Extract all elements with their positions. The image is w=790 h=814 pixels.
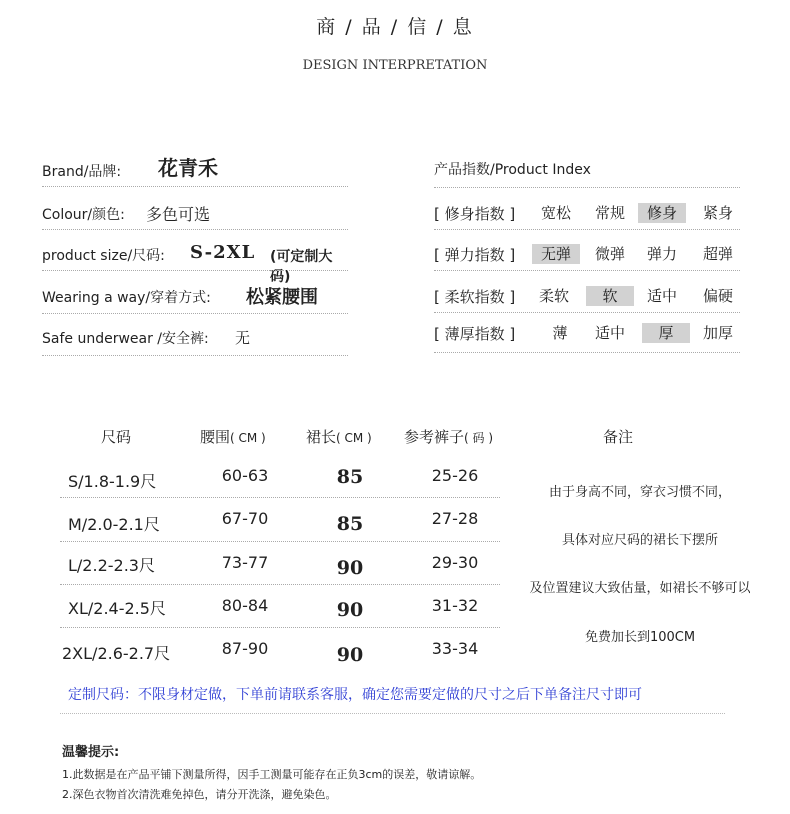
length-header-label: 裙长 xyxy=(306,428,337,446)
tip-item: 2.深色衣物首次清洗难免掉色，请分开洗涤，避免染色。 xyxy=(62,788,337,801)
divider xyxy=(42,355,348,356)
row-length: 85 xyxy=(336,513,364,535)
info-wearing-value: 松紧腰围 xyxy=(246,287,318,308)
info-size-label: product size/尺码: xyxy=(42,248,165,264)
pants-header-label: 参考裤子 xyxy=(404,428,465,446)
index-option-selected: 软 xyxy=(586,286,634,306)
info-underwear-label: Safe underwear /安全裤: xyxy=(42,331,209,347)
divider xyxy=(434,270,740,271)
waist-header-label: 腰围 xyxy=(200,428,231,446)
row-length: 90 xyxy=(336,599,364,621)
divider xyxy=(60,541,500,542)
page-title: 商 / 品 / 信 / 息 xyxy=(316,16,474,38)
index-option: 宽松 xyxy=(540,204,571,222)
row-waist: 67-70 xyxy=(221,509,269,528)
pants-header-unit: ( 码 ) xyxy=(464,431,494,445)
row-waist: 60-63 xyxy=(221,466,269,485)
tips-title: 温馨提示: xyxy=(62,745,120,760)
info-size xyxy=(42,242,348,285)
divider xyxy=(42,229,348,230)
index-option: 紧身 xyxy=(702,204,733,222)
divider xyxy=(60,713,725,714)
index-option-selected: 无弹 xyxy=(532,244,580,264)
row-size: S/1.8-1.9尺 xyxy=(68,472,157,491)
row-pants: 31-32 xyxy=(431,596,479,615)
index-row-label: [ 修身指数 ] xyxy=(434,205,516,223)
length-header-unit: ( CM ) xyxy=(336,431,372,445)
index-option: 加厚 xyxy=(702,324,733,342)
index-option: 超弹 xyxy=(702,245,733,263)
row-length: 90 xyxy=(336,557,364,579)
row-waist: 87-90 xyxy=(221,639,269,658)
info-colour-label: Colour/颜色: xyxy=(42,207,125,223)
info-brand-value: 花青禾 xyxy=(158,156,218,180)
index-option: 弹力 xyxy=(646,245,677,263)
row-size: XL/2.4-2.5尺 xyxy=(68,599,166,618)
divider xyxy=(60,584,500,585)
info-brand-label: Brand/品牌: xyxy=(42,164,122,180)
info-size-value: S-2XL xyxy=(190,242,256,263)
row-waist: 73-77 xyxy=(221,553,269,572)
divider xyxy=(434,352,740,353)
info-size-extra: (可定制大码) xyxy=(270,249,333,285)
index-option: 微弹 xyxy=(594,245,625,263)
pants-header xyxy=(404,426,524,447)
index-row-fit xyxy=(434,203,740,225)
index-row-stretch xyxy=(434,244,740,266)
length-header xyxy=(306,426,396,447)
divider xyxy=(434,187,740,188)
note-line: 及位置建议大致估量，如裙长不够可以 xyxy=(529,581,751,596)
divider xyxy=(42,270,348,271)
index-option-selected: 修身 xyxy=(638,203,686,223)
row-waist: 80-84 xyxy=(221,596,269,615)
info-underwear xyxy=(42,327,348,357)
info-wearing xyxy=(42,283,348,313)
divider xyxy=(434,229,740,230)
row-length: 85 xyxy=(336,466,364,488)
row-pants: 33-34 xyxy=(431,639,479,658)
row-length: 90 xyxy=(336,644,364,666)
divider xyxy=(42,313,348,314)
note-line: 免费加长到100CM xyxy=(584,630,696,645)
info-colour xyxy=(42,202,348,232)
index-row-softness xyxy=(434,286,740,308)
page-subtitle: DESIGN INTERPRETATION xyxy=(302,58,488,73)
info-brand xyxy=(42,152,348,188)
divider xyxy=(60,627,500,628)
row-size: 2XL/2.6-2.7尺 xyxy=(62,644,171,663)
note-line: 具体对应尺码的裙长下摆所 xyxy=(561,533,718,548)
row-size: M/2.0-2.1尺 xyxy=(68,515,160,534)
index-option: 适中 xyxy=(646,287,677,305)
divider xyxy=(42,186,348,187)
row-pants: 27-28 xyxy=(431,509,479,528)
custom-size-note: 定制尺码：不限身材定做，下单前请联系客服，确定您需要定做的尺寸之后下单备注尺寸即可 xyxy=(68,687,642,703)
index-option: 偏硬 xyxy=(702,287,733,305)
row-pants: 25-26 xyxy=(431,466,479,485)
note-line: 由于身高不同，穿衣习惯不同， xyxy=(548,485,731,500)
tip-item: 1.此数据是在产品平铺下测量所得，因手工测量可能存在正负3cm的误差，敬请谅解。 xyxy=(62,768,482,781)
size-header: 尺码 xyxy=(100,428,131,446)
index-row-thickness xyxy=(434,323,740,345)
index-row-label: [ 柔软指数 ] xyxy=(434,288,516,306)
info-underwear-value: 无 xyxy=(235,329,251,347)
waist-header-unit: ( CM ) xyxy=(230,431,266,445)
index-option: 适中 xyxy=(594,324,625,342)
index-option: 常规 xyxy=(594,204,625,222)
index-row-label: [ 弹力指数 ] xyxy=(434,246,516,264)
divider xyxy=(434,312,740,313)
product-index-heading: 产品指数/Product Index xyxy=(434,162,591,178)
index-option: 柔软 xyxy=(538,287,569,305)
index-option-selected: 厚 xyxy=(642,323,690,343)
index-option: 薄 xyxy=(552,324,568,342)
divider xyxy=(60,497,500,498)
info-colour-value: 多色可选 xyxy=(146,205,211,224)
row-pants: 29-30 xyxy=(431,553,479,572)
info-wearing-label: Wearing a way/穿着方式: xyxy=(42,290,211,306)
waist-header xyxy=(200,426,290,447)
row-size: L/2.2-2.3尺 xyxy=(68,556,155,575)
notes-header: 备注 xyxy=(602,428,633,446)
index-row-label: [ 薄厚指数 ] xyxy=(434,325,516,343)
